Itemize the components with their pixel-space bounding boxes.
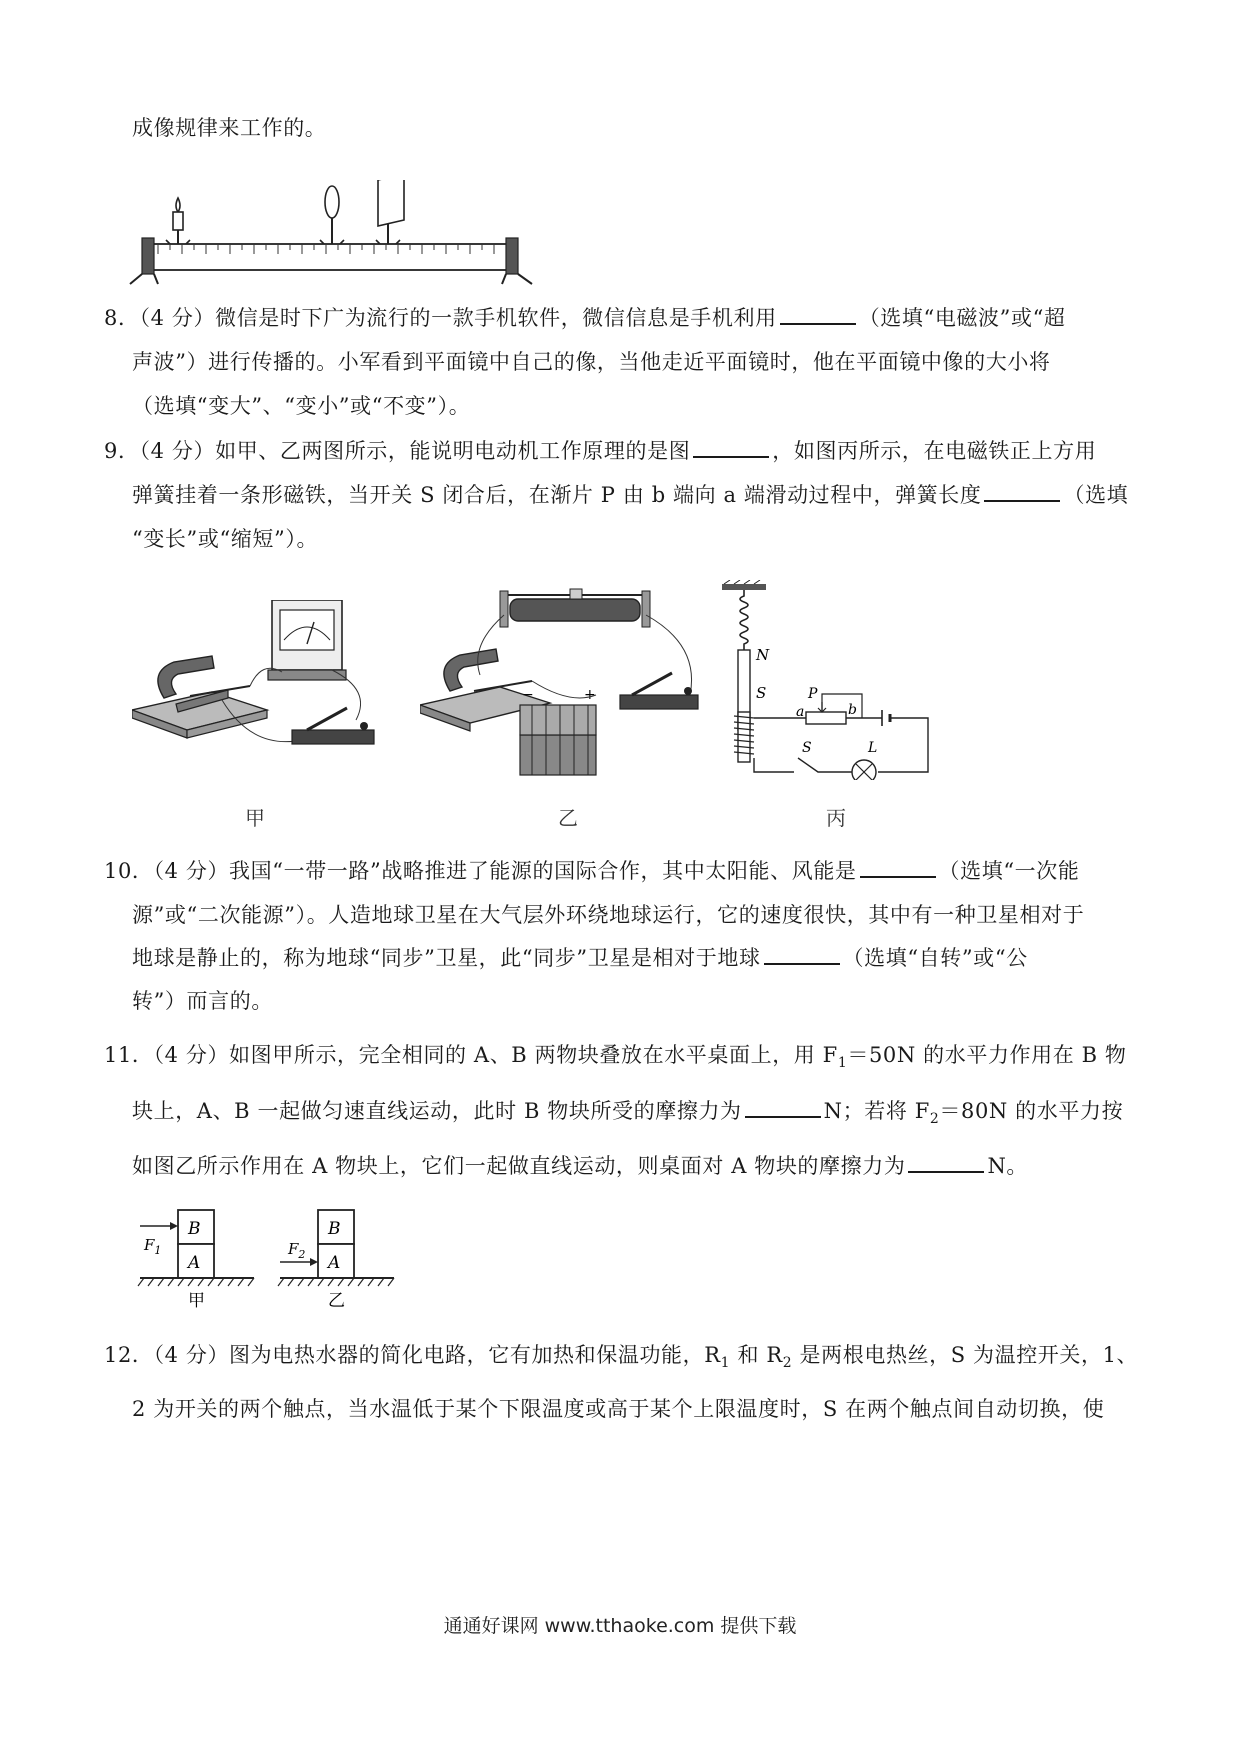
page-footer: 通通好课网 www.tthaoke.com 提供下载	[443, 1615, 797, 1637]
blocks-figure	[136, 1200, 446, 1310]
q10-line-3	[132, 943, 1028, 973]
lamp-l-label: L	[868, 740, 878, 756]
q11-line-2	[132, 1096, 1123, 1134]
q10-text-4: 转”）而言的。	[132, 989, 273, 1013]
q9-answer-blank-2[interactable]	[984, 480, 1060, 502]
q10-text-1b: （选填“一次能	[938, 859, 1080, 883]
q8-line-2	[132, 347, 1051, 377]
q11-subscript-1: 1	[837, 1055, 848, 1072]
block-b-label-yi: B	[328, 1219, 341, 1239]
battery-plus-label: +	[584, 687, 596, 703]
q9-answer-blank-1[interactable]	[693, 436, 769, 458]
q9-line-3	[132, 524, 318, 554]
q10-text-3b: （选填“自转”或“公	[842, 946, 1028, 970]
q11-text-2a: 块上，A、B 一起做匀速直线运动，此时 B 物块所受的摩擦力为	[132, 1099, 742, 1123]
q11-text-1a: 11．（4 分）如图甲所示，完全相同的 A、B 两物块叠放在水平桌面上，用 F	[104, 1043, 838, 1067]
force-f1-label: $F_1$	[144, 1236, 162, 1257]
rheostat-end-a-label: a	[796, 704, 805, 720]
q11-answer-blank-2[interactable]	[908, 1151, 984, 1173]
battery-minus-label: −	[522, 687, 534, 703]
force-f2-label: $F_2$	[288, 1240, 306, 1261]
figure-caption-yi: 乙	[558, 806, 578, 830]
q11-text-3a: 如图乙所示作用在 A 物块上，它们一起做直线运动，则桌面对 A 物块的摩擦力为	[132, 1154, 906, 1178]
q9-text-1b: ，如图丙所示，在电磁铁正上方用	[772, 439, 1097, 463]
q10-answer-blank-2[interactable]	[764, 943, 840, 965]
q11-line-3	[132, 1151, 1028, 1181]
q9-line-1	[104, 436, 1096, 466]
block-a-label-yi: A	[328, 1253, 341, 1273]
blocks-caption-yi: 乙	[328, 1291, 345, 1310]
switch-s-label: S	[802, 740, 812, 756]
q10-text-1a: 10．（4 分）我国“一带一路”战略推进了能源的国际合作，其中太阳能、风能是	[104, 859, 857, 883]
q7-tail-text: 成像规律来工作的。	[132, 116, 327, 140]
q8-line-3	[132, 391, 470, 421]
q10-text-3a: 地球是静止的，称为地球“同步”卫星，此“同步”卫星是相对于地球	[132, 946, 761, 970]
optical-bench-figure	[128, 180, 540, 285]
q8-text-3: （选填“变大”、“变小”或“不变”）。	[132, 394, 471, 418]
q12-line-1	[104, 1340, 1138, 1378]
q9-text-2a: 弹簧挂着一条形磁铁，当开关 S 闭合后，在渐片 P 由 b 端向 a 端滑动过程中，弹簧长度	[132, 483, 982, 507]
blocks-caption-jia: 甲	[188, 1291, 205, 1310]
block-a-label-jia: A	[188, 1253, 201, 1273]
q10-line-4	[132, 986, 273, 1016]
figure-caption-bing: 丙	[826, 806, 846, 830]
slider-p-label: P	[808, 686, 818, 702]
q8-line-1	[104, 303, 1066, 333]
q12-subscript-r1: 1	[720, 1355, 731, 1372]
q12-subscript-r2: 2	[782, 1355, 793, 1372]
q10-text-2: 源”或“二次能源”）。人造地球卫星在大气层外环绕地球运行，它的速度很快，其中有一种卫星相对于	[132, 903, 1085, 927]
electromagnet-figure-bing	[718, 580, 948, 780]
figure-caption-jia: 甲	[245, 806, 265, 830]
rheostat-end-b-label: b	[848, 702, 857, 718]
q11-line-1	[104, 1040, 1127, 1078]
q8-text-1b: （选填“电磁波”或“超	[858, 306, 1066, 330]
q12-line-2	[132, 1394, 1104, 1424]
q11-subscript-2: 2	[929, 1111, 940, 1128]
q9-text-2b: （选填	[1063, 483, 1129, 507]
q12-text-2: 2 为开关的两个触点，当水温低于某个下限温度或高于某个上限温度时，S 在两个触点间自动切换，使	[132, 1397, 1105, 1421]
q9-text-1a: 9．（4 分）如甲、乙两图所示，能说明电动机工作原理的是图	[104, 439, 691, 463]
q9-text-3: “变长”或“缩短”）。	[132, 527, 319, 551]
block-b-label-jia: B	[188, 1219, 201, 1239]
q11-answer-blank-1[interactable]	[745, 1096, 821, 1118]
motor-figure-yi	[420, 585, 700, 785]
q8-answer-blank-1[interactable]	[780, 303, 856, 325]
q10-line-2	[132, 900, 1084, 930]
q11-text-2b: N；若将 F	[823, 1099, 930, 1123]
q12-text-1b: 和 R	[730, 1343, 783, 1367]
q10-answer-blank-1[interactable]	[860, 856, 936, 878]
magnet-south-label: S	[756, 684, 767, 702]
q8-text-1a: 8．（4 分）微信是时下广为流行的一款手机软件，微信信息是手机利用	[104, 306, 777, 330]
magnet-north-label: N	[756, 646, 770, 664]
q12-text-1c: 是两根电热丝，S 为温控开关，1、	[792, 1343, 1139, 1367]
q12-text-1a: 12．（4 分）图为电热水器的简化电路，它有加热和保温功能，R	[104, 1343, 721, 1367]
q10-line-1	[104, 856, 1079, 886]
motor-figure-jia	[132, 600, 392, 780]
q11-text-3b: N。	[987, 1154, 1029, 1178]
q11-text-1b: ＝50N 的水平力作用在 B 物	[847, 1043, 1127, 1067]
q9-line-2	[132, 480, 1128, 510]
q8-text-2: 声波”）进行传播的。小军看到平面镜中自己的像，当他走近平面镜时，他在平面镜中像的大小将	[132, 350, 1051, 374]
q11-text-2c: ＝80N 的水平力按	[939, 1099, 1124, 1123]
